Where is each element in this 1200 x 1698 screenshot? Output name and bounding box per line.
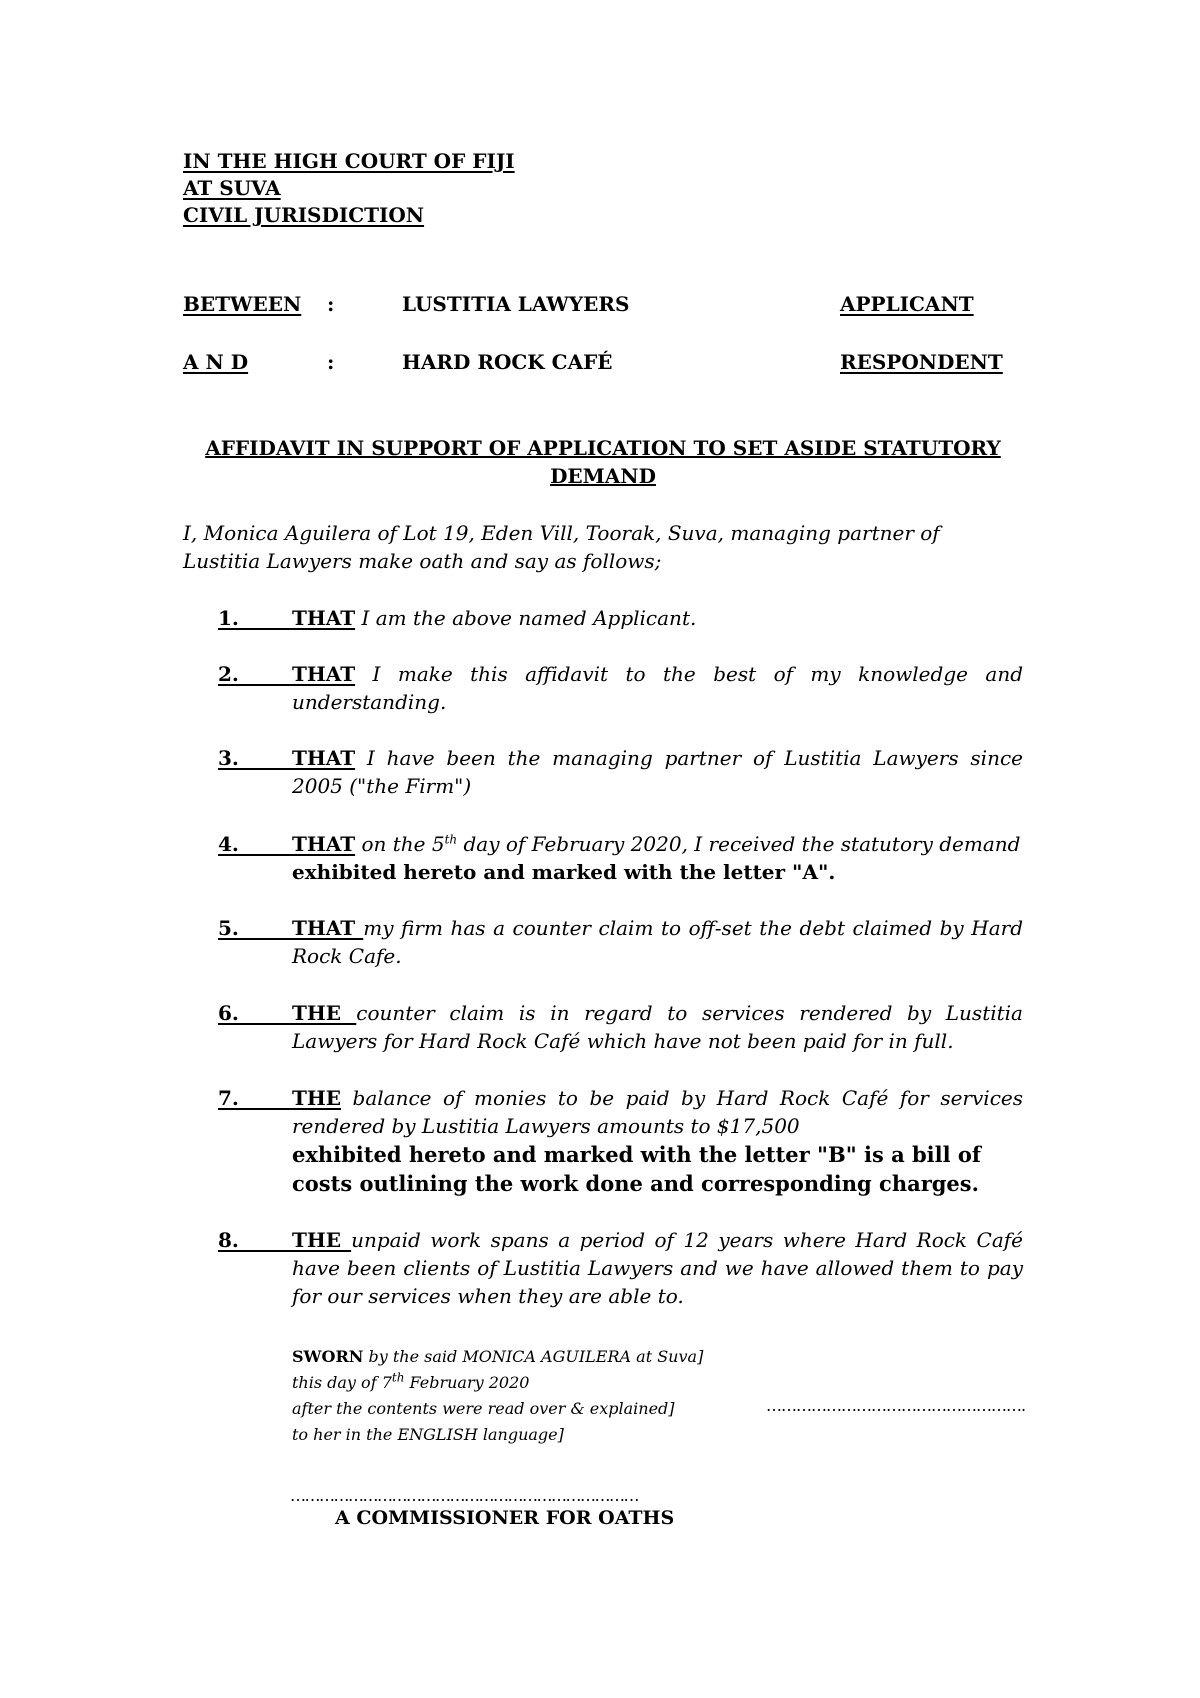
paragraph-text-continued: day of February 2020, I received the statutory demand	[457, 832, 1021, 856]
paragraph-text: counter claim is in regard to services rendered by Lustitia Lawyers for Hard Rock Café which have not been paid for in full.	[292, 1001, 1023, 1053]
party-label-and: A N D	[183, 350, 249, 374]
paragraph-text: I have been the managing partner of Lustitia Lawyers since 2005 ("the Firm")	[292, 746, 1023, 798]
paragraph-3	[218, 744, 1023, 800]
paragraph-keyword: THE	[292, 1001, 357, 1025]
paragraph-keyword: THAT	[292, 606, 356, 630]
paragraph-number: 5.	[218, 916, 295, 940]
paragraph-keyword: THE	[292, 1228, 352, 1252]
paragraph-7	[218, 1084, 1023, 1198]
paragraph-number: 1.	[218, 606, 295, 630]
court-location: AT SUVA	[183, 176, 281, 200]
paragraph-text: I am the above named Applicant.	[355, 606, 697, 630]
deponent-signature-line: …………………………………………….	[766, 1396, 1026, 1415]
jurat-line-3: after the contents were read over & explained]	[292, 1399, 675, 1418]
court-heading	[183, 148, 515, 229]
paragraph-1	[218, 604, 1023, 632]
respondent-role: RESPONDENT	[840, 350, 1003, 374]
paragraph-2	[218, 660, 1023, 716]
party-label-between: BETWEEN	[183, 292, 302, 316]
applicant-role: APPLICANT	[840, 292, 974, 316]
paragraph-6	[218, 999, 1023, 1055]
paragraph-keyword: THAT	[292, 746, 356, 770]
commissioner-label: A COMMISSIONER FOR OATHS	[335, 1507, 675, 1529]
paragraph-keyword: THAT	[292, 662, 356, 686]
affidavit-title: AFFIDAVIT IN SUPPORT OF APPLICATION TO SET ASIDE STATUTORY DEMAND	[205, 436, 1001, 488]
commissioner-signature-line: ………………………………………………………………	[290, 1486, 638, 1505]
applicant-name: LUSTITIA LAWYERS	[402, 292, 630, 316]
jurat-block	[292, 1344, 703, 1448]
jurat-line-1: by the said MONICA AGUILERA at Suva]	[363, 1347, 704, 1366]
paragraph-number: 7.	[218, 1086, 295, 1110]
exhibit-a-statement: exhibited hereto and marked with the letter "A".	[292, 860, 836, 884]
paragraph-number: 4.	[218, 832, 295, 856]
paragraph-text: I make this affidavit to the best of my knowledge and understanding.	[292, 662, 1023, 714]
jurat-line-2-continued: February 2020	[404, 1373, 530, 1392]
paragraph-keyword: THAT	[292, 916, 364, 940]
ordinal-suffix: th	[391, 1370, 405, 1385]
paragraph-number: 2.	[218, 662, 295, 686]
court-name: IN THE HIGH COURT OF FIJI	[183, 149, 515, 173]
paragraph-number: 6.	[218, 1001, 295, 1025]
paragraph-8	[218, 1226, 1023, 1310]
sworn-keyword: SWORN	[292, 1347, 364, 1366]
party-colon: :	[327, 350, 335, 374]
paragraph-5	[218, 914, 1023, 970]
paragraph-text: my firm has a counter claim to off-set the debt claimed by Hard Rock Cafe.	[292, 916, 1023, 968]
respondent-name: HARD ROCK CAFÉ	[402, 350, 613, 374]
jurat-line-4: to her in the ENGLISH language]	[292, 1425, 564, 1444]
paragraph-text: balance of monies to be paid by Hard Rock Café for services rendered by Lustitia Lawyers amounts to $17,500	[292, 1086, 1023, 1138]
paragraph-keyword: THAT	[292, 832, 356, 856]
paragraph-keyword: THE	[292, 1086, 342, 1110]
paragraph-text: on the 5	[355, 832, 445, 856]
jurat-line-2: this day of 7	[292, 1373, 392, 1392]
paragraph-4	[218, 830, 1023, 886]
ordinal-suffix: th	[444, 832, 458, 847]
paragraph-text: unpaid work spans a period of 12 years where Hard Rock Café have been clients of Lustitia Lawyers and we have allowed them to pay for our services when they are able to.	[292, 1228, 1023, 1308]
paragraph-number: 3.	[218, 746, 295, 770]
exhibit-b-statement: exhibited hereto and marked with the letter "B" is a bill of costs outlining the work done and corresponding charges.	[292, 1142, 981, 1196]
court-jurisdiction: CIVIL JURISDICTION	[183, 203, 425, 227]
paragraph-number: 8.	[218, 1228, 295, 1252]
deponent-intro: I, Monica Aguilera of Lot 19, Eden Vill, Toorak, Suva, managing partner of Lustitia Lawyers make oath and say as follows;	[183, 521, 940, 573]
party-colon: :	[327, 292, 335, 316]
